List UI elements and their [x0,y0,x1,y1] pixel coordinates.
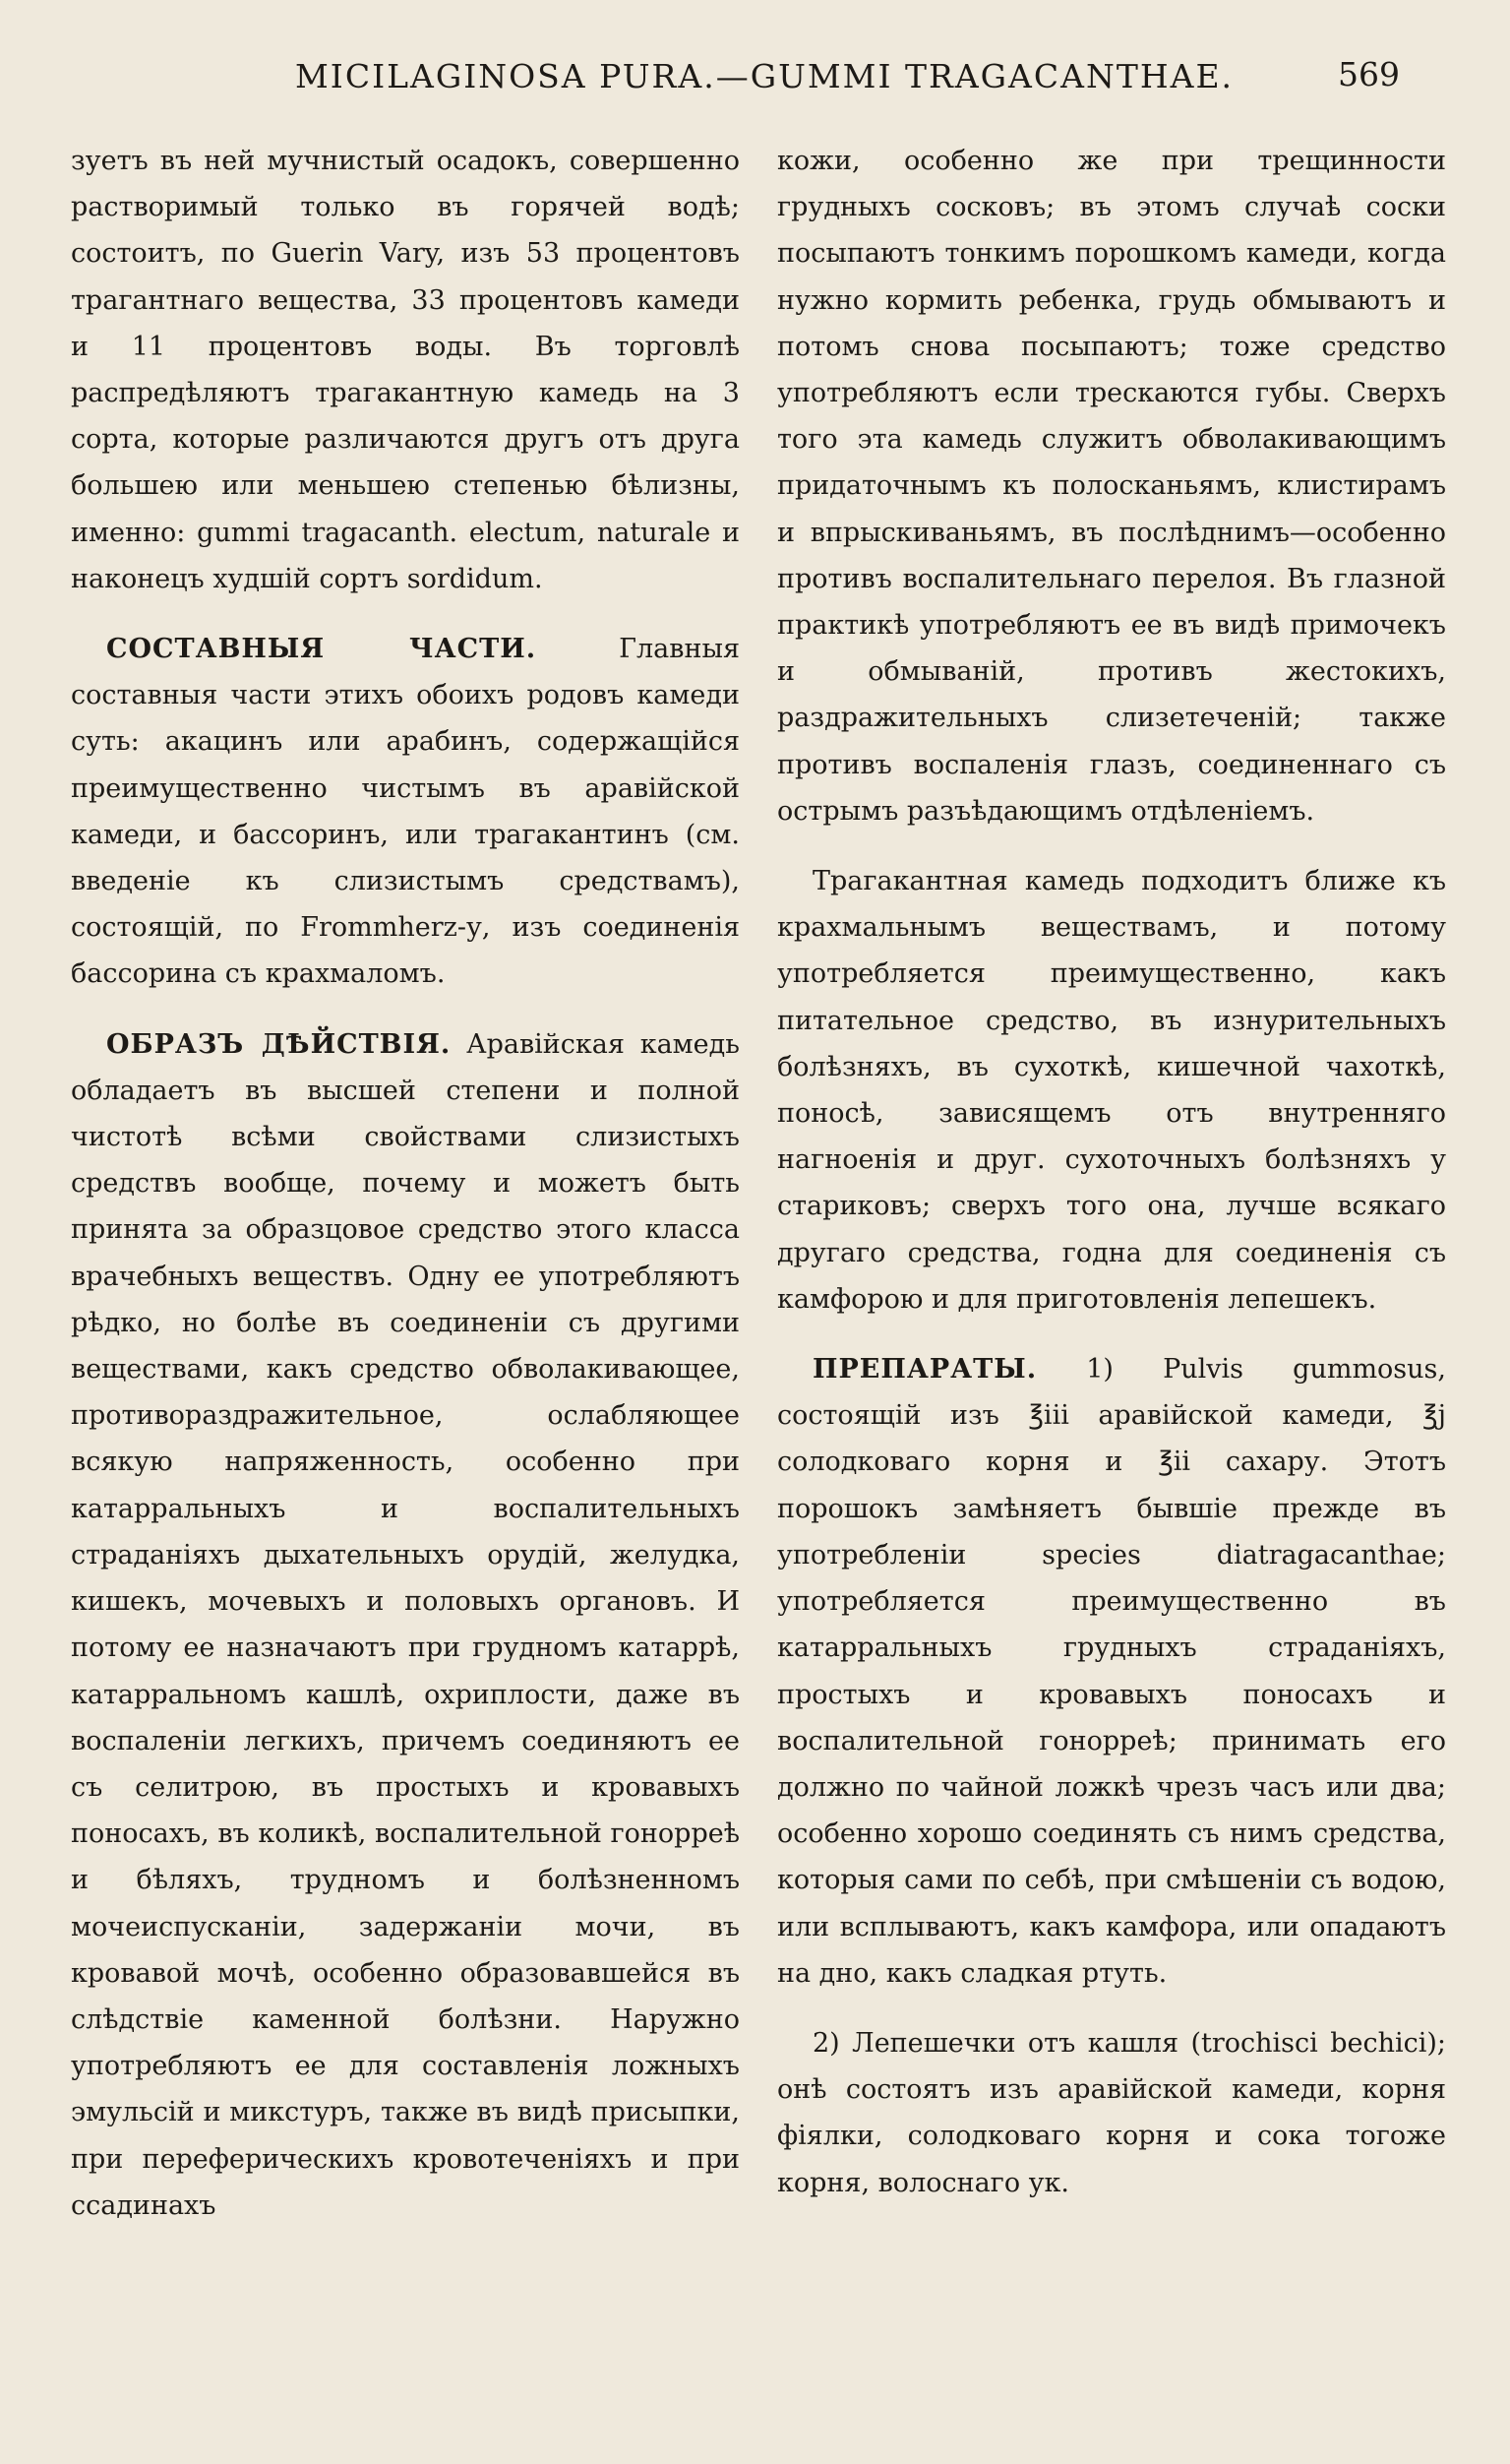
paragraph-text: Аравійская камедь обладаетъ въ высшей степени и полной чистотѣ всѣми свойствами слизистыхъ средствъ вообще, почему и можетъ быть принята за образцовое средство этого класса врачебныхъ веществъ. Одну ее употребляютъ рѣдко, но болѣе въ соединеніи съ другими веществами, какъ средство обволакивающее, противораздражительное, ослабляющее всякую напряженность, особенно при катарральныхъ и воспалительныхъ страданіяхъ дыхательныхъ орудій, желудка, кишекъ, мочевыхъ и половыхъ органовъ. И потому ее назначаютъ при грудномъ катаррѣ, катарральномъ кашлѣ, охриплости, даже въ воспаленіи легкихъ, причемъ соединяютъ ее съ селитрою, въ простыхъ и кровавыхъ поносахъ, въ коликѣ, воспалительной гоноррeѣ и бѣляхъ, трудномъ и болѣзненномъ мочеиспусканіи, задержаніи мочи, въ кровавой мочѣ, особенно образовавшейся въ слѣдствіе каменной болѣзни. Наружно употребляютъ ее для составленія ложныхъ эмульсій и микстуръ, также въ видѣ присыпки, при переферическихъ кровотеченіяхъ и при ссадинахъ [71,1028,740,2221]
paragraph [71,626,740,998]
paragraph: кожи, особенно же при трещинности грудныхъ сосковъ; въ этомъ случаѣ соски посыпаютъ тонкимъ порошкомъ камеди, когда нужно кормить ребенка, грудь обмываютъ и потомъ снова посыпаютъ; тоже средство употребляютъ если трескаются губы. Сверхъ того эта камедь служитъ обволакивающимъ придаточнымъ къ полосканьямъ, клистирамъ и впрыскиваньямъ, въ послѣднимъ—особенно противъ воспалительнаго перелоя. Въ глазной практикѣ употребляютъ ее въ видѣ примочекъ и обмываній, противъ жестокихъ, раздражительныхъ слизетеченій; также противъ воспаленія глазъ, соединеннаго съ острымъ разъѣдающимъ отдѣленіемъ. [777,146,1446,827]
right-column [777,138,1446,2230]
paragraph-text: 1) Pulvis gummosus, состоящій изъ ℥iii аравійской камеди, ℥j солодковаго корня и ℥ii сахару. Этотъ порошокъ замѣняетъ бывшіе прежде въ употребленіи species diatragacanthae; употребляется преимущественно въ катарральныхъ грудныхъ страданіяхъ, простыхъ и кровавыхъ поносахъ и воспалительной гоноррeѣ; принимать его должно по чайной ложкѣ чрезъ часъ или два; особенно хорошо соединять съ нимъ средства, которыя сами по себѣ, при смѣшеніи съ водою, или всплываютъ, какъ камфора, или опадаютъ на дно, какъ сладкая ртуть. [777,1354,1446,1989]
running-header: MICILAGINOSA PURA.—GUMMI TRAGACANTHAE. [295,57,1235,95]
paragraph: зуетъ въ ней мучнистый осадокъ, совершенно растворимый только въ горячей водѣ; состоитъ, по Guerin Vary, изъ 53 процентовъ трагантнаго вещества, 33 процентовъ камеди и 11 процентовъ воды. Въ торговлѣ распредѣляютъ трагакантную камедь на 3 сорта, которые различаются другъ отъ друга большею или меньшею степенью бѣлизны, именно: gummi tragacanth. electum, naturale и наконецъ худшій сортъ sordidum. [71,146,740,594]
paragraph [777,1346,1446,1997]
paragraph: 2) Лепешечки отъ кашля (trochisci bechici); онѣ состоятъ изъ аравійской камеди, корня фіялки, солодковаго корня и сока тогоже корня, волоснаго ук. [777,2027,1446,2198]
section-heading: ПРЕПАРАТЫ. [813,1354,1038,1386]
page-number: 569 [1338,55,1400,93]
left-column [71,138,740,2252]
section-heading: СОСТАВНЫЯ ЧАСТИ. [106,634,537,665]
paragraph: Трагакантная камедь подходитъ ближе къ крахмальнымъ веществамъ, и потому употребляется преимущественно, какъ питательное средство, въ изнурительныхъ болѣзняхъ, въ сухоткѣ, кишечной чахоткѣ, поносѣ, зависящемъ отъ внутренняго нагноенія и друг. сухоточныхъ болѣзняхъ у стариковъ; сверхъ того она, лучше всякаго другаго средства, годна для соединенія съ камфорою и для приготовленія лепешекъ. [777,866,1446,1315]
paragraph [71,1021,740,2229]
section-heading: ОБРАЗЪ ДѢЙСТВІЯ. [106,1028,452,1060]
paragraph-text: Главныя составныя части этихъ обоихъ родовъ камеди суть: акацинъ или арабинъ, содержащійся преимущественно чистымъ въ аравійской камеди, и бассоринъ, или трагакантинъ (см. введеніе къ слизистымъ средствамъ), состоящій, по Frommherz-у, изъ соединенія бассорина съ крахмаломъ. [71,634,740,990]
